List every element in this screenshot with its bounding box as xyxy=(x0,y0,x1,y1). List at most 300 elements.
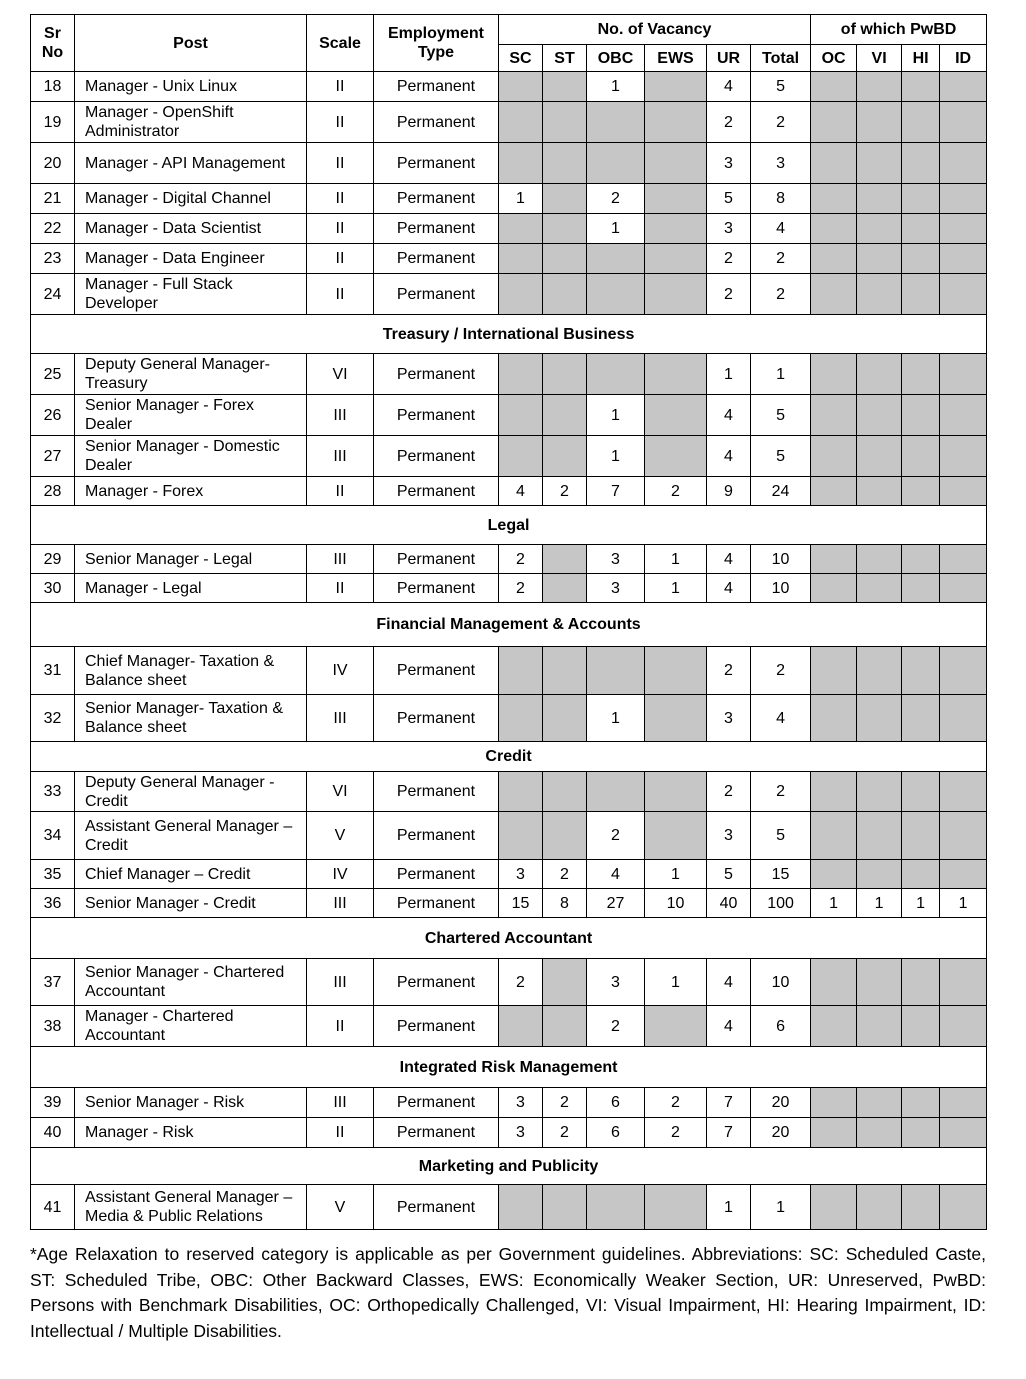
vi-cell xyxy=(857,860,902,889)
obc-cell xyxy=(587,772,645,812)
scale-cell: II xyxy=(307,102,374,143)
ews-cell xyxy=(645,772,707,812)
post-cell: Manager - Legal xyxy=(75,574,307,603)
hi-cell: 1 xyxy=(902,889,940,918)
header-hi: HI xyxy=(902,45,940,72)
post-cell: Senior Manager- Taxation & Balance sheet xyxy=(75,695,307,742)
ur-cell: 2 xyxy=(707,772,751,812)
sc-cell xyxy=(499,812,543,860)
total-cell: 2 xyxy=(751,772,811,812)
vi-cell xyxy=(857,695,902,742)
post-cell: Manager - Data Engineer xyxy=(75,244,307,274)
total-cell: 15 xyxy=(751,860,811,889)
obc-cell: 3 xyxy=(587,574,645,603)
ews-cell: 2 xyxy=(645,1088,707,1118)
section-row xyxy=(31,1148,987,1185)
ews-cell xyxy=(645,354,707,395)
ews-cell xyxy=(645,244,707,274)
st-cell xyxy=(543,143,587,184)
id-cell xyxy=(940,959,987,1006)
obc-cell: 7 xyxy=(587,477,645,506)
sc-cell xyxy=(499,695,543,742)
obc-cell: 6 xyxy=(587,1088,645,1118)
ews-cell: 10 xyxy=(645,889,707,918)
table-row xyxy=(31,1088,987,1118)
sc-cell xyxy=(499,1185,543,1230)
table-row xyxy=(31,477,987,506)
scale-cell: IV xyxy=(307,647,374,695)
scale-cell: II xyxy=(307,244,374,274)
employment-type-cell: Permanent xyxy=(374,889,499,918)
ur-cell: 4 xyxy=(707,545,751,574)
post-cell: Assistant General Manager – Credit xyxy=(75,812,307,860)
obc-cell: 2 xyxy=(587,1006,645,1047)
oc-cell xyxy=(811,959,857,1006)
header-id: ID xyxy=(940,45,987,72)
section-row xyxy=(31,918,987,959)
oc-cell xyxy=(811,1088,857,1118)
employment-type-cell: Permanent xyxy=(374,1118,499,1148)
obc-cell: 1 xyxy=(587,436,645,477)
st-cell xyxy=(543,1185,587,1230)
table-row xyxy=(31,889,987,918)
section-title: Marketing and Publicity xyxy=(31,1148,987,1185)
sr-no-cell: 41 xyxy=(31,1185,75,1230)
scale-cell: III xyxy=(307,959,374,1006)
st-cell: 2 xyxy=(543,1088,587,1118)
post-cell: Senior Manager - Credit xyxy=(75,889,307,918)
post-cell: Deputy General Manager- Treasury xyxy=(75,354,307,395)
oc-cell xyxy=(811,184,857,214)
total-cell: 4 xyxy=(751,695,811,742)
employment-type-cell: Permanent xyxy=(374,477,499,506)
obc-cell: 3 xyxy=(587,545,645,574)
header-sr-no: Sr No xyxy=(31,15,75,72)
sc-cell xyxy=(499,647,543,695)
employment-type-cell: Permanent xyxy=(374,184,499,214)
scale-cell: III xyxy=(307,1088,374,1118)
ur-cell: 7 xyxy=(707,1088,751,1118)
sr-no-cell: 36 xyxy=(31,889,75,918)
section-row xyxy=(31,603,987,647)
table-body xyxy=(31,72,987,1230)
id-cell xyxy=(940,72,987,102)
table-row xyxy=(31,812,987,860)
vi-cell xyxy=(857,1185,902,1230)
employment-type-cell: Permanent xyxy=(374,102,499,143)
oc-cell xyxy=(811,477,857,506)
section-title: Chartered Accountant xyxy=(31,918,987,959)
sc-cell xyxy=(499,72,543,102)
post-cell: Manager - Risk xyxy=(75,1118,307,1148)
employment-type-cell: Permanent xyxy=(374,72,499,102)
oc-cell xyxy=(811,772,857,812)
ews-cell: 1 xyxy=(645,959,707,1006)
table-row xyxy=(31,959,987,1006)
oc-cell xyxy=(811,1185,857,1230)
total-cell: 3 xyxy=(751,143,811,184)
vi-cell xyxy=(857,1006,902,1047)
ews-cell: 2 xyxy=(645,1118,707,1148)
vi-cell xyxy=(857,477,902,506)
table-row xyxy=(31,1118,987,1148)
id-cell xyxy=(940,184,987,214)
total-cell: 10 xyxy=(751,574,811,603)
scale-cell: IV xyxy=(307,860,374,889)
scale-cell: II xyxy=(307,574,374,603)
hi-cell xyxy=(902,812,940,860)
section-title: Credit xyxy=(31,742,987,772)
total-cell: 5 xyxy=(751,436,811,477)
ews-cell xyxy=(645,647,707,695)
oc-cell xyxy=(811,436,857,477)
header-employment-type: Employment Type xyxy=(374,15,499,72)
header-sc: SC xyxy=(499,45,543,72)
st-cell xyxy=(543,102,587,143)
total-cell: 2 xyxy=(751,274,811,315)
ur-cell: 7 xyxy=(707,1118,751,1148)
sc-cell: 2 xyxy=(499,959,543,1006)
st-cell xyxy=(543,354,587,395)
footnote: *Age Relaxation to reserved category is applicable as per Government guidelines. Abbreviations: SC: Scheduled Caste, ST: Scheduled Tribe, OBC: Other Backward Classes, EWS: Economically Weaker Section, UR: Unreserved, PwBD: Persons with Benchmark Disabilities, OC: Orthopedically Challenged, VI: Visual Impairment, HI: Hearing Impairment, ID: Intellectual / Multiple Disabilities. xyxy=(30,1244,986,1341)
sc-cell: 4 xyxy=(499,477,543,506)
scale-cell: V xyxy=(307,1185,374,1230)
id-cell xyxy=(940,772,987,812)
total-cell: 1 xyxy=(751,354,811,395)
sr-no-cell: 34 xyxy=(31,812,75,860)
id-cell xyxy=(940,1185,987,1230)
employment-type-cell: Permanent xyxy=(374,395,499,436)
hi-cell xyxy=(902,545,940,574)
st-cell: 2 xyxy=(543,1118,587,1148)
st-cell xyxy=(543,959,587,1006)
ur-cell: 40 xyxy=(707,889,751,918)
hi-cell xyxy=(902,477,940,506)
total-cell: 5 xyxy=(751,812,811,860)
total-cell: 20 xyxy=(751,1118,811,1148)
ur-cell: 4 xyxy=(707,72,751,102)
obc-cell: 1 xyxy=(587,214,645,244)
employment-type-cell: Permanent xyxy=(374,244,499,274)
vi-cell xyxy=(857,143,902,184)
hi-cell xyxy=(902,184,940,214)
sc-cell xyxy=(499,143,543,184)
hi-cell xyxy=(902,1006,940,1047)
hi-cell xyxy=(902,274,940,315)
header-ews: EWS xyxy=(645,45,707,72)
st-cell xyxy=(543,574,587,603)
vi-cell xyxy=(857,647,902,695)
total-cell: 2 xyxy=(751,647,811,695)
post-cell: Manager - Full Stack Developer xyxy=(75,274,307,315)
obc-cell xyxy=(587,102,645,143)
obc-cell: 3 xyxy=(587,959,645,1006)
obc-cell: 4 xyxy=(587,860,645,889)
sr-no-cell: 20 xyxy=(31,143,75,184)
ur-cell: 4 xyxy=(707,959,751,1006)
oc-cell: 1 xyxy=(811,889,857,918)
sr-no-cell: 32 xyxy=(31,695,75,742)
section-title: Financial Management & Accounts xyxy=(31,603,987,647)
scale-cell: III xyxy=(307,889,374,918)
ews-cell xyxy=(645,274,707,315)
scale-cell: II xyxy=(307,274,374,315)
scale-cell: II xyxy=(307,143,374,184)
sc-cell: 2 xyxy=(499,574,543,603)
section-title: Integrated Risk Management xyxy=(31,1047,987,1088)
sr-no-cell: 30 xyxy=(31,574,75,603)
employment-type-cell: Permanent xyxy=(374,1185,499,1230)
vi-cell xyxy=(857,436,902,477)
ur-cell: 9 xyxy=(707,477,751,506)
sc-cell xyxy=(499,354,543,395)
oc-cell xyxy=(811,812,857,860)
oc-cell xyxy=(811,102,857,143)
obc-cell: 1 xyxy=(587,72,645,102)
sr-no-cell: 25 xyxy=(31,354,75,395)
employment-type-cell: Permanent xyxy=(374,436,499,477)
employment-type-cell: Permanent xyxy=(374,695,499,742)
hi-cell xyxy=(902,72,940,102)
section-row xyxy=(31,315,987,354)
vi-cell xyxy=(857,574,902,603)
obc-cell xyxy=(587,244,645,274)
post-cell: Senior Manager - Domestic Dealer xyxy=(75,436,307,477)
sc-cell: 1 xyxy=(499,184,543,214)
vi-cell xyxy=(857,214,902,244)
st-cell xyxy=(543,695,587,742)
obc-cell: 2 xyxy=(587,812,645,860)
table-row xyxy=(31,244,987,274)
total-cell: 2 xyxy=(751,244,811,274)
id-cell xyxy=(940,1118,987,1148)
sr-no-cell: 24 xyxy=(31,274,75,315)
post-cell: Senior Manager - Chartered Accountant xyxy=(75,959,307,1006)
sr-no-cell: 39 xyxy=(31,1088,75,1118)
obc-cell xyxy=(587,143,645,184)
employment-type-cell: Permanent xyxy=(374,545,499,574)
ur-cell: 2 xyxy=(707,647,751,695)
ews-cell xyxy=(645,143,707,184)
post-cell: Senior Manager - Legal xyxy=(75,545,307,574)
sc-cell xyxy=(499,395,543,436)
obc-cell xyxy=(587,274,645,315)
hi-cell xyxy=(902,1185,940,1230)
employment-type-cell: Permanent xyxy=(374,812,499,860)
table-row xyxy=(31,214,987,244)
vi-cell xyxy=(857,812,902,860)
section-row xyxy=(31,742,987,772)
hi-cell xyxy=(902,959,940,1006)
header-vi: VI xyxy=(857,45,902,72)
sr-no-cell: 31 xyxy=(31,647,75,695)
ews-cell xyxy=(645,812,707,860)
header-oc: OC xyxy=(811,45,857,72)
sr-no-cell: 22 xyxy=(31,214,75,244)
id-cell xyxy=(940,545,987,574)
hi-cell xyxy=(902,772,940,812)
id-cell xyxy=(940,214,987,244)
sr-no-cell: 33 xyxy=(31,772,75,812)
table-row xyxy=(31,274,987,315)
sc-cell: 3 xyxy=(499,1118,543,1148)
st-cell xyxy=(543,395,587,436)
id-cell: 1 xyxy=(940,889,987,918)
sr-no-cell: 38 xyxy=(31,1006,75,1047)
sc-cell: 2 xyxy=(499,545,543,574)
sc-cell xyxy=(499,274,543,315)
sr-no-cell: 18 xyxy=(31,72,75,102)
ur-cell: 2 xyxy=(707,102,751,143)
ur-cell: 5 xyxy=(707,860,751,889)
total-cell: 5 xyxy=(751,395,811,436)
table-row xyxy=(31,545,987,574)
oc-cell xyxy=(811,72,857,102)
employment-type-cell: Permanent xyxy=(374,647,499,695)
post-cell: Manager - Unix Linux xyxy=(75,72,307,102)
employment-type-cell: Permanent xyxy=(374,574,499,603)
vi-cell xyxy=(857,354,902,395)
total-cell: 1 xyxy=(751,1185,811,1230)
sr-no-cell: 28 xyxy=(31,477,75,506)
sr-no-cell: 35 xyxy=(31,860,75,889)
post-cell: Assistant General Manager – Media & Public Relations xyxy=(75,1185,307,1230)
ur-cell: 2 xyxy=(707,274,751,315)
st-cell xyxy=(543,772,587,812)
table-row xyxy=(31,772,987,812)
ews-cell xyxy=(645,214,707,244)
hi-cell xyxy=(902,143,940,184)
header-scale: Scale xyxy=(307,15,374,72)
scale-cell: II xyxy=(307,477,374,506)
post-cell: Chief Manager – Credit xyxy=(75,860,307,889)
total-cell: 6 xyxy=(751,1006,811,1047)
section-row xyxy=(31,1047,987,1088)
header-total: Total xyxy=(751,45,811,72)
obc-cell: 1 xyxy=(587,395,645,436)
ews-cell xyxy=(645,1185,707,1230)
oc-cell xyxy=(811,274,857,315)
id-cell xyxy=(940,102,987,143)
ews-cell xyxy=(645,184,707,214)
id-cell xyxy=(940,436,987,477)
section-title: Treasury / International Business xyxy=(31,315,987,354)
hi-cell xyxy=(902,1118,940,1148)
sc-cell xyxy=(499,102,543,143)
sr-no-cell: 21 xyxy=(31,184,75,214)
oc-cell xyxy=(811,695,857,742)
post-cell: Manager - Chartered Accountant xyxy=(75,1006,307,1047)
vi-cell xyxy=(857,184,902,214)
ews-cell xyxy=(645,436,707,477)
table-row xyxy=(31,184,987,214)
vi-cell xyxy=(857,72,902,102)
id-cell xyxy=(940,477,987,506)
header-obc: OBC xyxy=(587,45,645,72)
total-cell: 8 xyxy=(751,184,811,214)
id-cell xyxy=(940,812,987,860)
scale-cell: III xyxy=(307,395,374,436)
scale-cell: VI xyxy=(307,772,374,812)
sr-no-cell: 37 xyxy=(31,959,75,1006)
ur-cell: 4 xyxy=(707,436,751,477)
vacancy-table xyxy=(30,14,987,1230)
st-cell xyxy=(543,1006,587,1047)
ur-cell: 1 xyxy=(707,354,751,395)
table-row xyxy=(31,1006,987,1047)
st-cell xyxy=(543,545,587,574)
sc-cell xyxy=(499,244,543,274)
scale-cell: VI xyxy=(307,354,374,395)
vi-cell xyxy=(857,274,902,315)
table-row xyxy=(31,1185,987,1230)
table-row xyxy=(31,860,987,889)
oc-cell xyxy=(811,143,857,184)
st-cell: 8 xyxy=(543,889,587,918)
post-cell: Manager - Data Scientist xyxy=(75,214,307,244)
header-vacancy-group: No. of Vacancy xyxy=(499,15,811,45)
st-cell xyxy=(543,244,587,274)
employment-type-cell: Permanent xyxy=(374,1006,499,1047)
sc-cell xyxy=(499,1006,543,1047)
st-cell xyxy=(543,436,587,477)
vi-cell xyxy=(857,102,902,143)
id-cell xyxy=(940,354,987,395)
table-row xyxy=(31,574,987,603)
total-cell: 20 xyxy=(751,1088,811,1118)
ur-cell: 3 xyxy=(707,143,751,184)
total-cell: 5 xyxy=(751,72,811,102)
vi-cell xyxy=(857,1118,902,1148)
id-cell xyxy=(940,1006,987,1047)
oc-cell xyxy=(811,395,857,436)
obc-cell xyxy=(587,354,645,395)
hi-cell xyxy=(902,1088,940,1118)
st-cell xyxy=(543,214,587,244)
sc-cell xyxy=(499,436,543,477)
total-cell: 10 xyxy=(751,959,811,1006)
employment-type-cell: Permanent xyxy=(374,143,499,184)
post-cell: Manager - API Management xyxy=(75,143,307,184)
vi-cell xyxy=(857,1088,902,1118)
ur-cell: 4 xyxy=(707,395,751,436)
table-row xyxy=(31,143,987,184)
id-cell xyxy=(940,647,987,695)
scale-cell: II xyxy=(307,214,374,244)
employment-type-cell: Permanent xyxy=(374,274,499,315)
sr-no-cell: 40 xyxy=(31,1118,75,1148)
scale-cell: III xyxy=(307,436,374,477)
header-post: Post xyxy=(75,15,307,72)
sc-cell xyxy=(499,772,543,812)
scale-cell: II xyxy=(307,1006,374,1047)
table-row xyxy=(31,102,987,143)
table-header xyxy=(31,15,987,72)
sc-cell: 3 xyxy=(499,860,543,889)
hi-cell xyxy=(902,436,940,477)
obc-cell: 27 xyxy=(587,889,645,918)
oc-cell xyxy=(811,214,857,244)
employment-type-cell: Permanent xyxy=(374,959,499,1006)
total-cell: 10 xyxy=(751,545,811,574)
table-row xyxy=(31,395,987,436)
scale-cell: II xyxy=(307,72,374,102)
oc-cell xyxy=(811,574,857,603)
section-title: Legal xyxy=(31,506,987,545)
ews-cell: 1 xyxy=(645,545,707,574)
st-cell xyxy=(543,647,587,695)
employment-type-cell: Permanent xyxy=(374,354,499,395)
